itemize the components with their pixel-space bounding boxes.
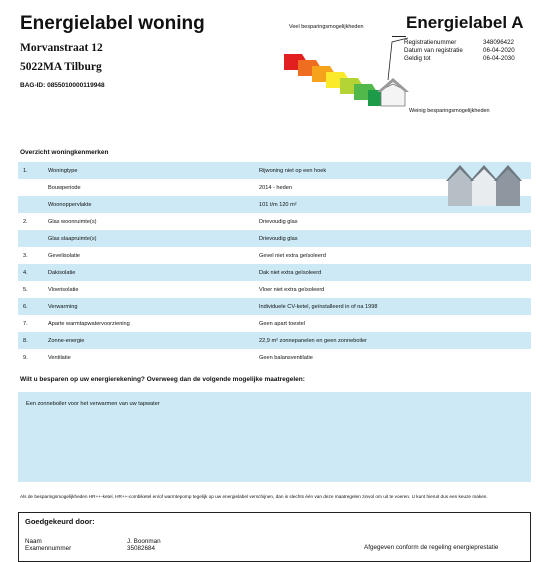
feature-value: Dak niet extra geïsoleerd bbox=[254, 264, 439, 281]
feature-number: 4. bbox=[18, 264, 43, 281]
feature-number: 5. bbox=[23, 286, 28, 293]
feature-name: Vloerisolatie bbox=[48, 286, 79, 293]
feature-value: 2014 - heden bbox=[259, 184, 292, 191]
feature-value: Vloer niet extra geïsoleerd bbox=[259, 286, 325, 293]
feature-spacer bbox=[439, 315, 531, 332]
feature-row bbox=[18, 315, 531, 332]
measures-question: Wilt u besparen op uw energierekening? Overweeg dan de volgende mogelijke maatregelen: bbox=[20, 376, 305, 383]
feature-number: 3. bbox=[23, 252, 28, 259]
feature-row bbox=[18, 264, 531, 281]
feature-number bbox=[18, 230, 43, 247]
feature-name: Zonne-energie bbox=[43, 332, 254, 349]
feature-spacer bbox=[439, 213, 531, 230]
meta-value: 06-04-2020 bbox=[483, 47, 515, 54]
feature-value: Geen balansventilatie bbox=[259, 354, 313, 361]
feature-number bbox=[18, 196, 43, 213]
label-pointer bbox=[392, 36, 406, 37]
feature-number: 7. bbox=[23, 320, 28, 327]
feature-spacer bbox=[439, 349, 531, 366]
exam-number: 35082684 bbox=[127, 545, 156, 552]
feature-value: Rijwoning niet op een hoek bbox=[254, 162, 439, 179]
meta-key: Registratienummer bbox=[404, 39, 457, 46]
feature-number bbox=[18, 179, 43, 196]
exam-number-label: Examennummer bbox=[25, 545, 72, 552]
feature-name: Verwarming bbox=[43, 298, 254, 315]
feature-row bbox=[18, 247, 531, 264]
address-city: 5022MA Tilburg bbox=[20, 61, 102, 73]
feature-value: Drievoudig glas bbox=[259, 218, 298, 225]
bag-id: BAG-ID: 0855010000119948 bbox=[20, 82, 105, 89]
features-title: Overzicht woningkenmerken bbox=[20, 149, 109, 156]
feature-row bbox=[18, 298, 531, 315]
page-title: Energielabel woning bbox=[20, 13, 205, 34]
feature-name: Gevelisolatie bbox=[48, 252, 81, 259]
row-house-illustration bbox=[444, 160, 526, 210]
approval-title: Goedgekeurd door: bbox=[25, 517, 95, 526]
approver-name-label: Naam bbox=[25, 538, 42, 545]
feature-name: Woningtype bbox=[43, 162, 254, 179]
conformity-note: Afgegeven conform de regeling energieprestatie bbox=[364, 544, 499, 551]
feature-name: Aparte warmtapwatervoorziening bbox=[48, 320, 130, 327]
feature-name: Ventilatie bbox=[48, 354, 71, 361]
feature-row bbox=[18, 230, 531, 247]
approver-name: J. Boonman bbox=[127, 538, 161, 545]
feature-value: Geen apart toestel bbox=[259, 320, 306, 327]
feature-spacer bbox=[439, 332, 531, 349]
feature-spacer bbox=[439, 264, 531, 281]
caption-few-savings: Weinig besparingsmogelijkheden bbox=[409, 108, 490, 114]
feature-value: Individuele CV-ketel, geïnstalleerd in of na 1998 bbox=[254, 298, 439, 315]
feature-name: Dakisolatie bbox=[43, 264, 254, 281]
feature-name: Woonoppervlakte bbox=[43, 196, 254, 213]
registration-meta bbox=[404, 39, 543, 63]
meta-value: 348096422 bbox=[483, 39, 514, 46]
feature-number: 6. bbox=[18, 298, 43, 315]
feature-row bbox=[18, 349, 531, 366]
caption-many-savings: Veel besparingsmogelijkheden bbox=[289, 24, 364, 30]
feature-value: Drievoudig glas bbox=[254, 230, 439, 247]
feature-value: Gevel niet extra geïsoleerd bbox=[259, 252, 326, 259]
feature-number: 1. bbox=[18, 162, 43, 179]
house-icon bbox=[377, 78, 409, 106]
measure-item: Een zonneboiler voor het verwarmen van uw tapwater bbox=[26, 401, 160, 407]
approval-box bbox=[18, 512, 531, 562]
feature-number: 2. bbox=[23, 218, 28, 225]
feature-spacer bbox=[439, 281, 531, 298]
address-street: Morvanstraat 12 bbox=[20, 42, 103, 54]
measures-box bbox=[18, 392, 531, 482]
feature-row bbox=[18, 281, 531, 298]
meta-key: Datum van registratie bbox=[404, 47, 463, 54]
meta-key: Geldig tot bbox=[404, 55, 431, 62]
feature-spacer bbox=[439, 247, 531, 264]
feature-value: 22,9 m² zonnepanelen en geen zonneboiler bbox=[254, 332, 439, 349]
feature-name: Bouwperiode bbox=[48, 184, 81, 191]
footnote: Als de besparingsmogelijkheden HR++-ketel, HR++-combiketel en/of warmtepomp tegelijk op uw energielabel verschijnen, dan is slechts één van deze maatregelen zinvol om uit te voeren. U kunt hieruit dus een keuze maken. bbox=[20, 494, 488, 499]
feature-row bbox=[18, 332, 531, 349]
feature-name: Glas slaapruimte(s) bbox=[43, 230, 254, 247]
feature-row bbox=[18, 213, 531, 230]
feature-name: Glas woonruimte(s) bbox=[48, 218, 97, 225]
feature-number: 9. bbox=[23, 354, 28, 361]
feature-spacer bbox=[439, 230, 531, 247]
feature-spacer bbox=[439, 298, 531, 315]
energy-label-title: Energielabel A bbox=[406, 13, 524, 32]
meta-value: 06-04-2030 bbox=[483, 55, 515, 62]
feature-value: 101 t/m 120 m² bbox=[254, 196, 439, 213]
feature-number: 8. bbox=[18, 332, 43, 349]
